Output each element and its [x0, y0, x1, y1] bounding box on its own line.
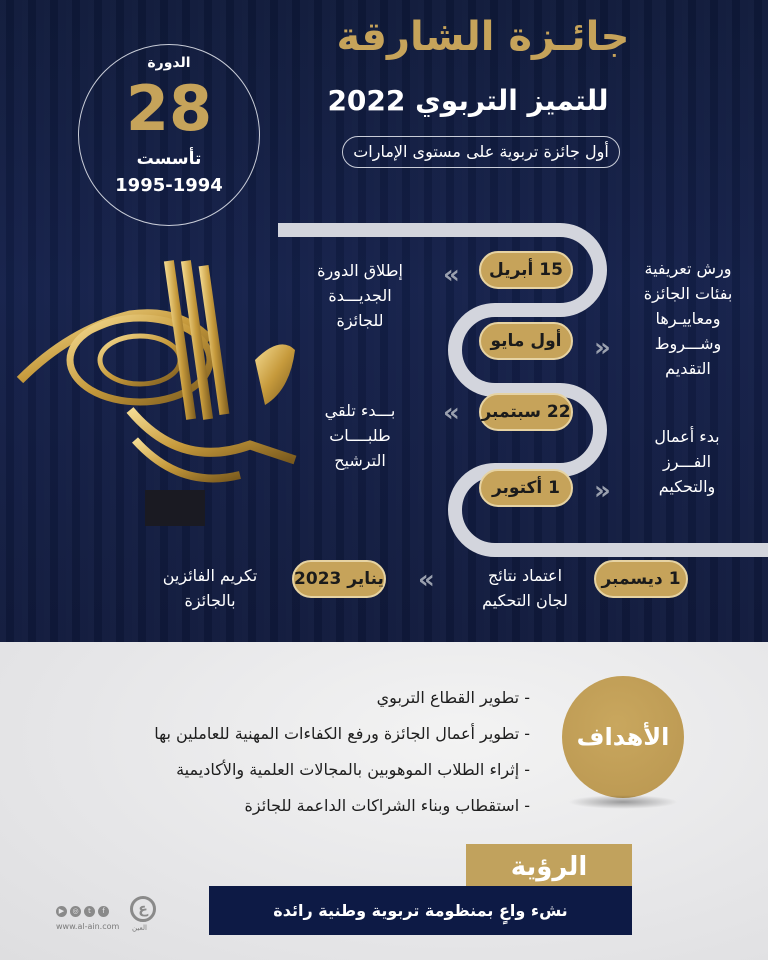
- date-pill-september: 22 سبتمبر: [479, 393, 573, 431]
- timeline-desc-april: إطلاق الدورة الجديـــدة للجائزة: [317, 261, 403, 330]
- vision-text: نشء واعٍ بمنظومة تربوية وطنية رائدة: [209, 886, 632, 935]
- date-pill-january: يناير 2023: [292, 560, 386, 598]
- date-pill-december: 1 ديسمبر: [594, 560, 688, 598]
- goals-shadow: [568, 795, 678, 809]
- vision-title: الرؤية: [466, 844, 632, 892]
- date-pill-may: أول مايو: [479, 322, 573, 360]
- timeline-desc-january: تكريم الفائزين بالجائزة: [162, 566, 258, 610]
- award-subtitle: للتميز التربوي 2022: [327, 84, 609, 117]
- chevron-left-icon: «: [443, 398, 454, 428]
- al-ain-branding: [56, 896, 156, 936]
- timeline-desc-may: ورش تعريفية بفئات الجائزة ومعاييـرها وشـــروط التقديم: [643, 259, 733, 378]
- chevron-left-icon: «: [418, 565, 429, 595]
- award-tagline: أول جائزة تربوية على مستوى الإمارات: [342, 136, 620, 168]
- timeline-desc-december: اعتماد نتائج لجان التحكيم: [482, 566, 568, 610]
- date-pill-april: 15 أبريل: [479, 251, 573, 289]
- award-title: جائـزة الشارقة: [336, 14, 630, 60]
- twitter-icon[interactable]: t: [84, 906, 95, 917]
- al-ain-logo-icon: ع: [130, 896, 156, 922]
- goal-item: - استقطاب وبناء الشراكات الداعمة للجائزة: [244, 796, 530, 815]
- chevron-right-icon: »: [594, 333, 605, 363]
- chevron-left-icon: «: [443, 260, 454, 290]
- instagram-icon[interactable]: ◎: [70, 906, 81, 917]
- timeline-desc-september: بـــدء تلقي طلبــــات الترشيح: [324, 401, 396, 470]
- goals-title: الأهداف: [562, 676, 684, 798]
- goal-item: - إثراء الطلاب الموهوبين بالمجالات العلمية والأكاديمية: [176, 760, 530, 779]
- established-label: تأسست: [136, 149, 202, 169]
- chevron-right-icon: »: [594, 476, 605, 506]
- goal-item: - تطوير القطاع التربوي: [376, 688, 530, 707]
- youtube-icon[interactable]: ▶: [56, 906, 67, 917]
- edition-number: 28: [125, 72, 213, 145]
- edition-label: الدورة: [147, 55, 191, 71]
- established-years: 1995-1994: [115, 175, 223, 196]
- website-url[interactable]: www.al-ain.com: [56, 922, 120, 931]
- timeline-desc-october: بدء أعمال الفـــرز والتحكيم: [654, 427, 720, 496]
- trophy-icon: [10, 240, 300, 530]
- goal-item: - تطوير أعمال الجائزة ورفع الكفاءات المهنية للعاملين بها: [154, 724, 530, 743]
- facebook-icon[interactable]: f: [98, 906, 109, 917]
- goals-list: [30, 680, 530, 824]
- edition-badge: [78, 44, 260, 226]
- date-pill-october: 1 أكتوبر: [479, 469, 573, 507]
- logo-text: العين: [132, 924, 147, 932]
